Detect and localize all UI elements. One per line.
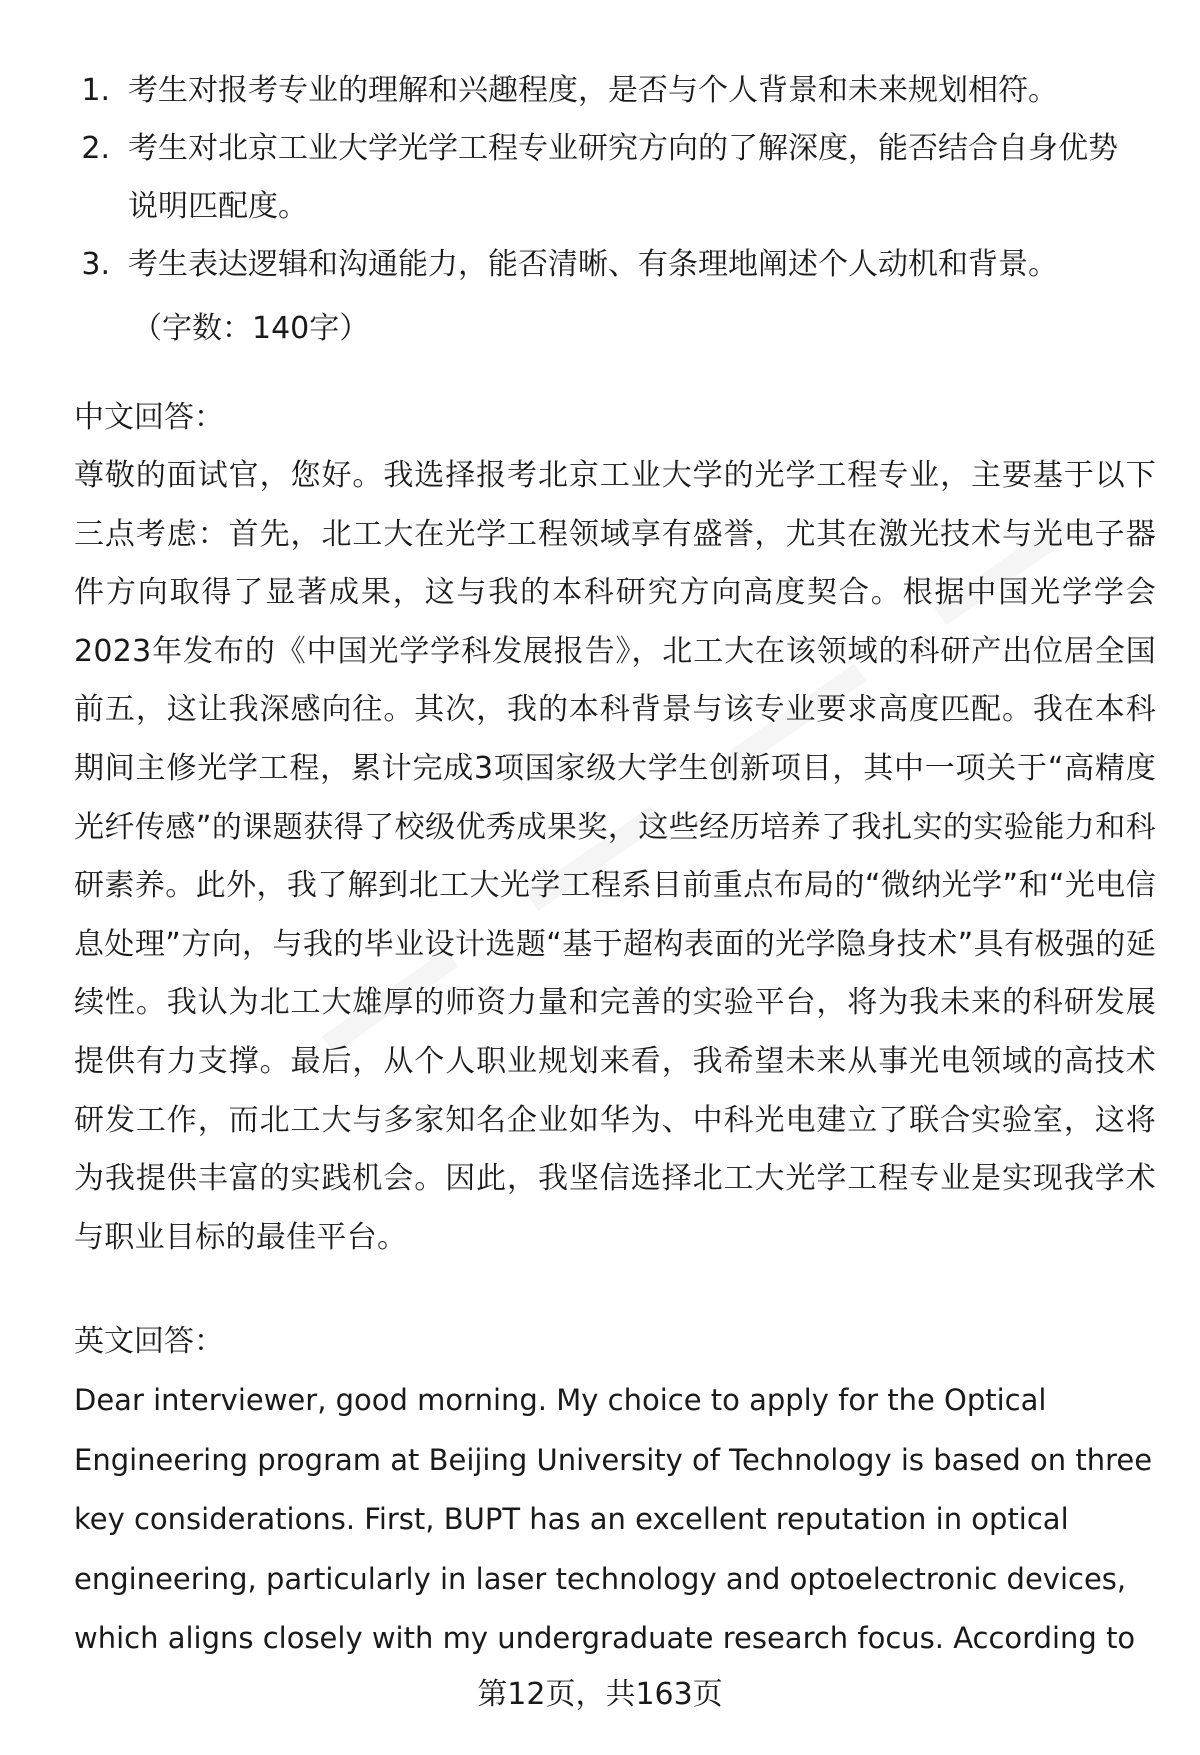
word-count-note: （字数：140字） [132,311,370,346]
list-item-number: 3. [81,247,110,282]
list-item [74,62,1144,120]
list-item [74,120,1144,236]
english-answer-label: 英文回答： [74,1324,224,1359]
chinese-answer-label: 中文回答： [74,400,224,435]
list-item [74,236,1144,294]
english-answer-body: Dear interviewer, good morning. My choice to apply for the Optical Engineering program at Beijing University of Technology is based on three key considerations. First, BUPT has an excellent reputation in optical engineering, particularly in laser technology and optoelectronic devices, which aligns closely with my undergraduate research focus. According to [74,1383,1153,1655]
list-item-text: 考生对北京工业大学光学工程专业研究方向的了解深度，能否结合自身优势说明匹配度。 [128,131,1118,224]
page-number-footer: 第12页，共163页 [477,1677,723,1712]
evaluation-criteria-list [74,62,1144,294]
list-item-text: 考生对报考专业的理解和兴趣程度，是否与个人背景和未来规划相符。 [128,73,1058,108]
list-item-number: 2. [81,131,110,166]
list-item-text: 考生表达逻辑和沟通能力，能否清晰、有条理地阐述个人动机和背景。 [128,247,1058,282]
list-item-number: 1. [81,73,110,108]
chinese-answer-body: 尊敬的面试官，您好。我选择报考北京工业大学的光学工程专业，主要基于以下三点考虑：首先，北工大在光学工程领域享有盛誉，尤其在激光技术与光电子器件方向取得了显著成果，这与我的本科研究方向高度契合。根据中国光学学会2023年发布的《中国光学学科发展报告》，北工大在该领域的科研产出位居全国前五，这让我深感向往。其次，我的本科背景与该专业要求高度匹配。我在本科期间主修光学工程，累计完成3项国家级大学生创新项目，其中一项关于“高精度光纤传感”的课题获得了校级优秀成果奖，这些经历培养了我扎实的实验能力和科研素养。此外，我了解到北工大光学工程系目前重点布局的“微纳光学”和“光电信息处理”方向，与我的毕业设计选题“基于超构表面的光学隐身技术”具有极强的延续性。我认为北工大雄厚的师资力量和完善的实验平台，将为我未来的科研发展提供有力支撑。最后，从个人职业规划来看，我希望未来从事光电领域的高技术研发工作，而北工大与多家知名企业如华为、中科光电建立了联合实验室，这将为我提供丰富的实践机会。因此，我坚信选择北工大光学工程专业是实现我学术与职业目标的最佳平台。 [74,458,1156,1255]
